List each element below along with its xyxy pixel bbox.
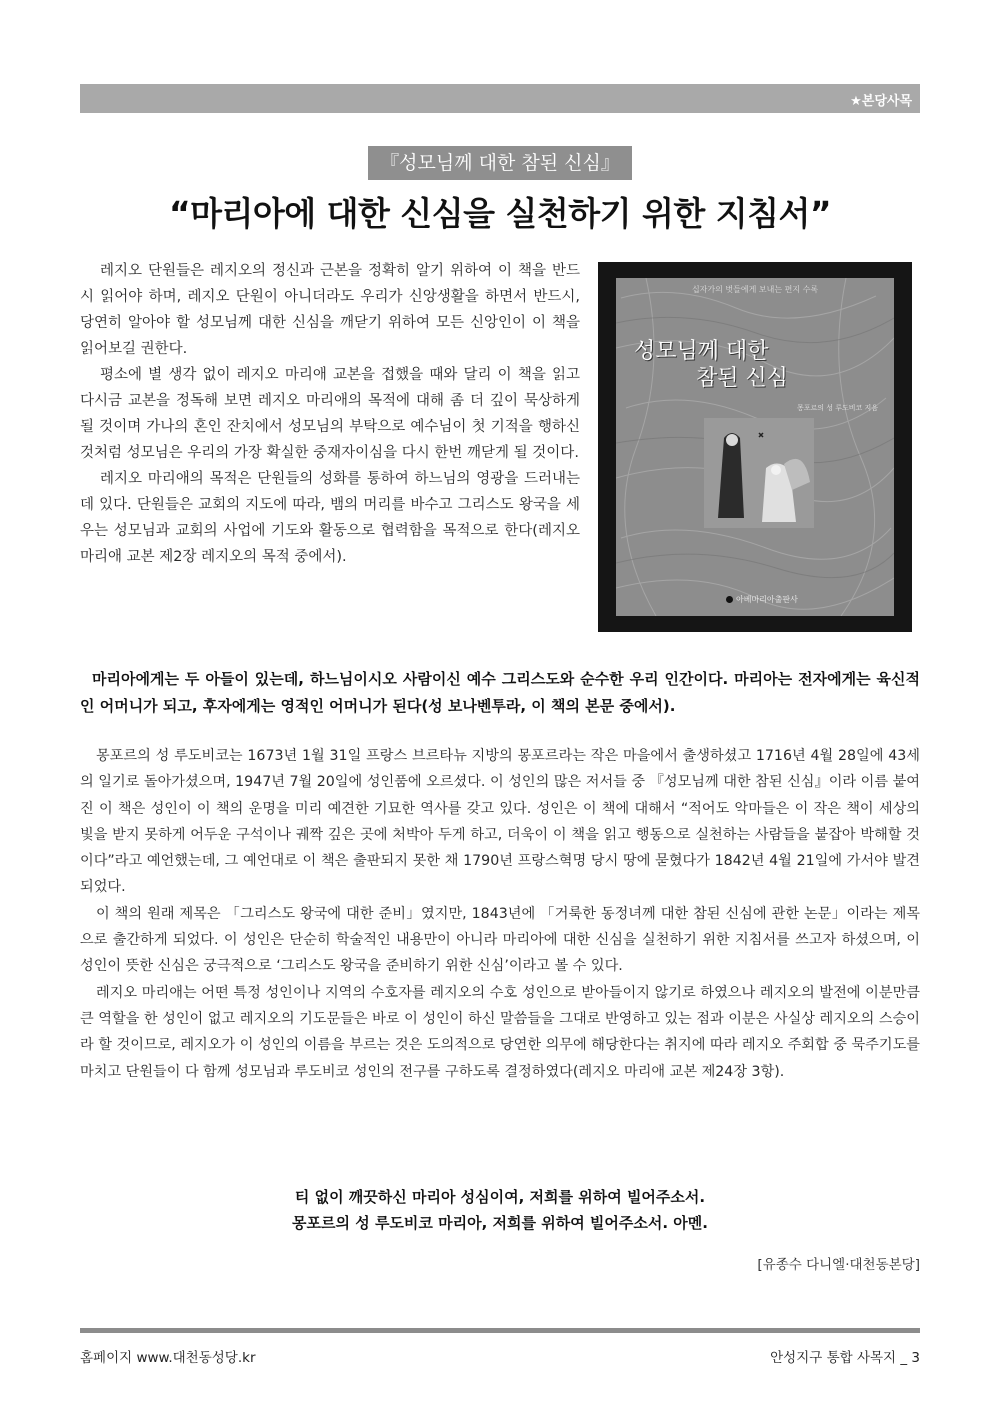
- annunciation-illustration: [704, 418, 814, 528]
- closing-prayer: [80, 1184, 920, 1236]
- intro-paragraph: 평소에 별 생각 없이 레지오 마리애 교본을 접했을 때와 달리 이 책을 읽고 다시금 교본을 정독해 보면 레지오 마리애의 목적에 대해 좀 더 깊이 묵상하게 될 것이며 가나의 혼인 잔치에서 성모님의 부탁으로 예수님이 첫 기적을 행하신 것처럼 성모님은 우리의 가장 확실한 중재자이심을 다시 한번 깨닫게 될 것이다.: [80, 367, 580, 461]
- book-title-box: 『성모님께 대한 참된 신심』: [368, 146, 632, 180]
- book-cover: [616, 278, 894, 616]
- section-header-bar: [80, 84, 920, 113]
- book-author: 몽포르의 성 루도비코 지음: [796, 404, 878, 412]
- intro-paragraph: 레지오 단원들은 레지오의 정신과 근본을 정확히 알기 위하여 이 책을 반드시 읽어야 하며, 레지오 단원이 아니더라도 우리가 신앙생활을 하면서 반드시, 당연히 알아야 할 성모님께 대한 신심을 깨닫기 위하여 모든 신앙인이 이 책을 읽어보길 권한다.: [80, 263, 580, 357]
- intro-text: [80, 258, 580, 570]
- intro-paragraph: 레지오 마리애의 목적은 단원들의 성화를 통하여 하느님의 영광을 드러내는 데 있다. 단원들은 교회의 지도에 따라, 뱀의 머리를 바수고 그리스도 왕국을 세우는 성모님과 교회의 사업에 기도와 활동으로 협력함을 목적으로 한다(레지오 마리애 교본 제2장 레지오의 목적 중에서).: [80, 471, 580, 565]
- book-cover-title: [634, 338, 788, 392]
- pull-quote: [80, 666, 920, 720]
- book-title-line1: 성모님께 대한: [634, 339, 769, 364]
- book-cover-image: [598, 262, 912, 632]
- headline: “마리아에 대한 신심을 실천하기 위한 지침서”: [168, 194, 832, 233]
- publisher-logo-icon: [726, 596, 733, 603]
- footer-page-info: 안성지구 통합 사목지 _ 3: [770, 1350, 920, 1366]
- body-paragraph: 레지오 마리애는 어떤 특정 성인이나 지역의 수호자를 레지오의 수호 성인으로 받아들이지 않기로 하였으나 레지오의 발전에 이분만큼 큰 역할을 한 성인이 없고 레지오의 기도문들은 바로 이 성인이 하신 말씀들을 그대로 반영하고 있는 점과 이분은 사실상 레지오의 스승이라 할 것이므로, 레지오가 이 성인의 이름을 부르는 것은 도의적으로 당연한 의무에 해당한다는 취지에 따라 레지오 주회합 중 묵주기도를 마치고 단원들이 다 함께 성모님과 루도비코 성인의 전구를 구하도록 결정하였다(레지오 마리애 교본 제24장 3항).: [80, 984, 920, 1080]
- body-paragraph: 몽포르의 성 루도비코는 1673년 1월 31일 프랑스 브르타뉴 지방의 몽포르라는 작은 마을에서 출생하셨고 1716년 4월 28일에 43세의 일기로 돌아가셨으며, 1947년 7월 20일에 성인품에 오르셨다. 이 성인의 많은 저서들 중 『성모님께 대한 참된 신심』이라 이름 붙여진 이 책은 성인이 이 책의 운명을 미리 예견한 기묘한 역사를 갖고 있다. 성인은 이 책에 대해서 “적어도 악마들은 이 작은 책이 세상의 빛을 받지 못하게 어두운 구석이나 궤짝 깊은 곳에 처박아 두게 하고, 더욱이 이 책을 읽고 행동으로 실천하는 사람들을 붙잡아 박해할 것이다”라고 예언했는데, 그 예언대로 이 책은 출판되지 못한 채 1790년 프랑스혁명 당시 땅에 묻혔다가 1842년 4월 21일에 가서야 발견되었다.: [80, 748, 920, 896]
- body-paragraph: 이 책의 원래 제목은 「그리스도 왕국에 대한 준비」였지만, 1843년에 「거룩한 동정녀께 대한 참된 신심에 관한 논문」이라는 제목으로 출간하게 되었다. 이 성인은 단순히 학술적인 내용만이 아니라 마리아에 대한 신심을 실천하기 위한 지침서를 쓰고자 하셨으며, 이 성인이 뜻한 신심은 궁극적으로 ‘그리스도 왕국을 준비하기 위한 신심’이라고 볼 수 있다.: [80, 905, 920, 975]
- prayer-line: 몽포르의 성 루도비코 마리아, 저희를 위하여 빌어주소서. 아멘.: [292, 1214, 708, 1232]
- footer-homepage: 홈페이지 www.대천동성당.kr: [80, 1350, 256, 1366]
- section-label: ★본당사목: [850, 94, 912, 109]
- footer-rule: [80, 1328, 920, 1333]
- book-title-line2: 참된 신심: [696, 366, 789, 391]
- byline: [유종수 다니엘·대천동본당]: [757, 1257, 920, 1273]
- book-publisher-name: 아베마리아출판사: [736, 595, 798, 604]
- book-subtitle: 십자가의 벗들에게 보내는 편지 수록: [691, 285, 819, 294]
- body-text: [80, 743, 920, 1085]
- pull-quote-text: 마리아에게는 두 아들이 있는데, 하느님이시오 사람이신 예수 그리스도와 순수한 우리 인간이다. 마리아는 전자에게는 육신적인 어머니가 되고, 후자에게는 영적인 어머니가 된다(성 보나벤투라, 이 책의 본문 중에서).: [80, 670, 920, 715]
- prayer-line: 티 없이 깨끗하신 마리아 성심이여, 저희를 위하여 빌어주소서.: [294, 1188, 706, 1206]
- book-publisher: [726, 594, 798, 605]
